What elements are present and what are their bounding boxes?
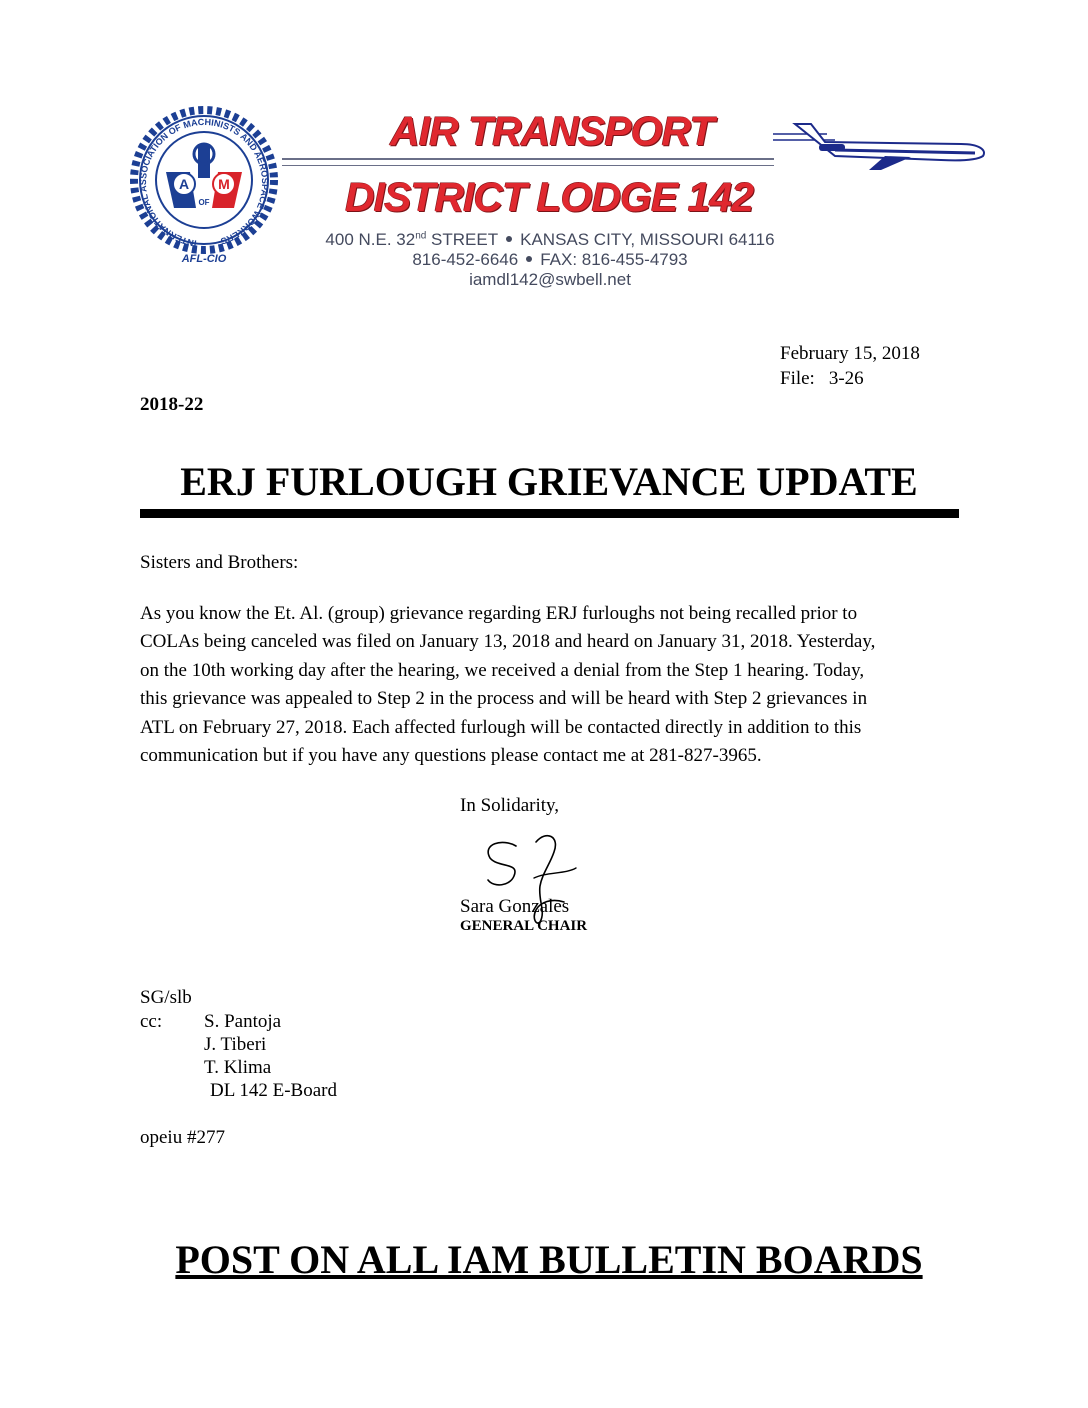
letterhead-address [300, 230, 800, 250]
letter-date: February 15, 2018 [780, 343, 920, 364]
file-reference [780, 368, 864, 390]
phone-number: 816-452-6646 [412, 250, 519, 269]
union-label: opeiu #277 [140, 1127, 225, 1148]
bulletin-number: 2018-22 [140, 394, 204, 415]
cc-recipient: T. Klima [204, 1057, 272, 1078]
airplane-icon [765, 116, 989, 172]
address-suffix: nd [415, 230, 427, 242]
file-label: File: [780, 368, 815, 389]
letterhead-title-air-transport: AIR TRANSPORT [390, 108, 714, 154]
cc-recipient: J. Tiberi [204, 1034, 267, 1055]
closing: In Solidarity, [460, 795, 560, 816]
signer-name: Sara Gonzales [460, 896, 570, 917]
salutation: Sisters and Brothers: [140, 552, 299, 573]
fax-number: FAX: 816-455-4793 [540, 250, 688, 269]
letterhead-rule-thin [282, 165, 774, 166]
cc-recipient: DL 142 E-Board [210, 1080, 337, 1101]
page-title: ERJ FURLOUGH GRIEVANCE UPDATE [180, 459, 918, 504]
paragraph-line: COLAs being canceled was filed on January 13, 2018 and heard on January 31, 2018. Yesterday, [140, 631, 876, 653]
letterhead-title-district-lodge: DISTRICT LODGE 142 [345, 174, 754, 220]
seal-letter-m: M [218, 176, 230, 192]
cc-label: cc: [140, 1011, 163, 1032]
seal-letter-a: A [178, 176, 190, 192]
body-paragraph [140, 600, 962, 770]
paragraph-line: communication but if you have any questions please contact me at 281-827-3965. [140, 745, 762, 767]
letterhead-email: iamdl142@swbell.net [469, 270, 631, 289]
typist-initials: SG/slb [140, 987, 192, 1008]
letterhead-phone-fax [300, 250, 800, 270]
seal-letter-of: OF [198, 198, 210, 207]
paragraph-line: this grievance was appealed to Step 2 in the process and will be heard with Step 2 grievances in [140, 688, 868, 710]
cc-recipient: S. Pantoja [204, 1011, 282, 1032]
letterhead-rule [282, 158, 774, 160]
address-number: 400 N.E. 32 [325, 230, 416, 249]
iam-seal-logo [130, 98, 278, 266]
paragraph-line: As you know the Et. Al. (group) grievance regarding ERJ furloughs not being recalled prior to [140, 603, 858, 624]
heading-rule [140, 509, 959, 518]
seal-afl-cio: AFL-CIO [181, 253, 227, 265]
bullet-icon [506, 236, 512, 242]
post-notice: POST ON ALL IAM BULLETIN BOARDS [175, 1237, 923, 1282]
signer-title: GENERAL CHAIR [460, 918, 588, 934]
bullet-icon [526, 256, 532, 262]
address-city: KANSAS CITY, MISSOURI 64116 [520, 230, 775, 249]
paragraph-line: on the 10th working day after the hearing, we received a denial from the Step 1 hearing. Today, [140, 659, 865, 681]
seal-ring-text: INTERNATIONAL ASSOCIATION OF MACHINISTS AND AEROSPACE WORKERS [138, 116, 271, 249]
file-number: 3-26 [828, 368, 864, 389]
paragraph-line: ATL on February 27, 2018. Each affected furlough will be contacted directly in addition to this [140, 716, 862, 738]
address-street: STREET [426, 230, 499, 249]
